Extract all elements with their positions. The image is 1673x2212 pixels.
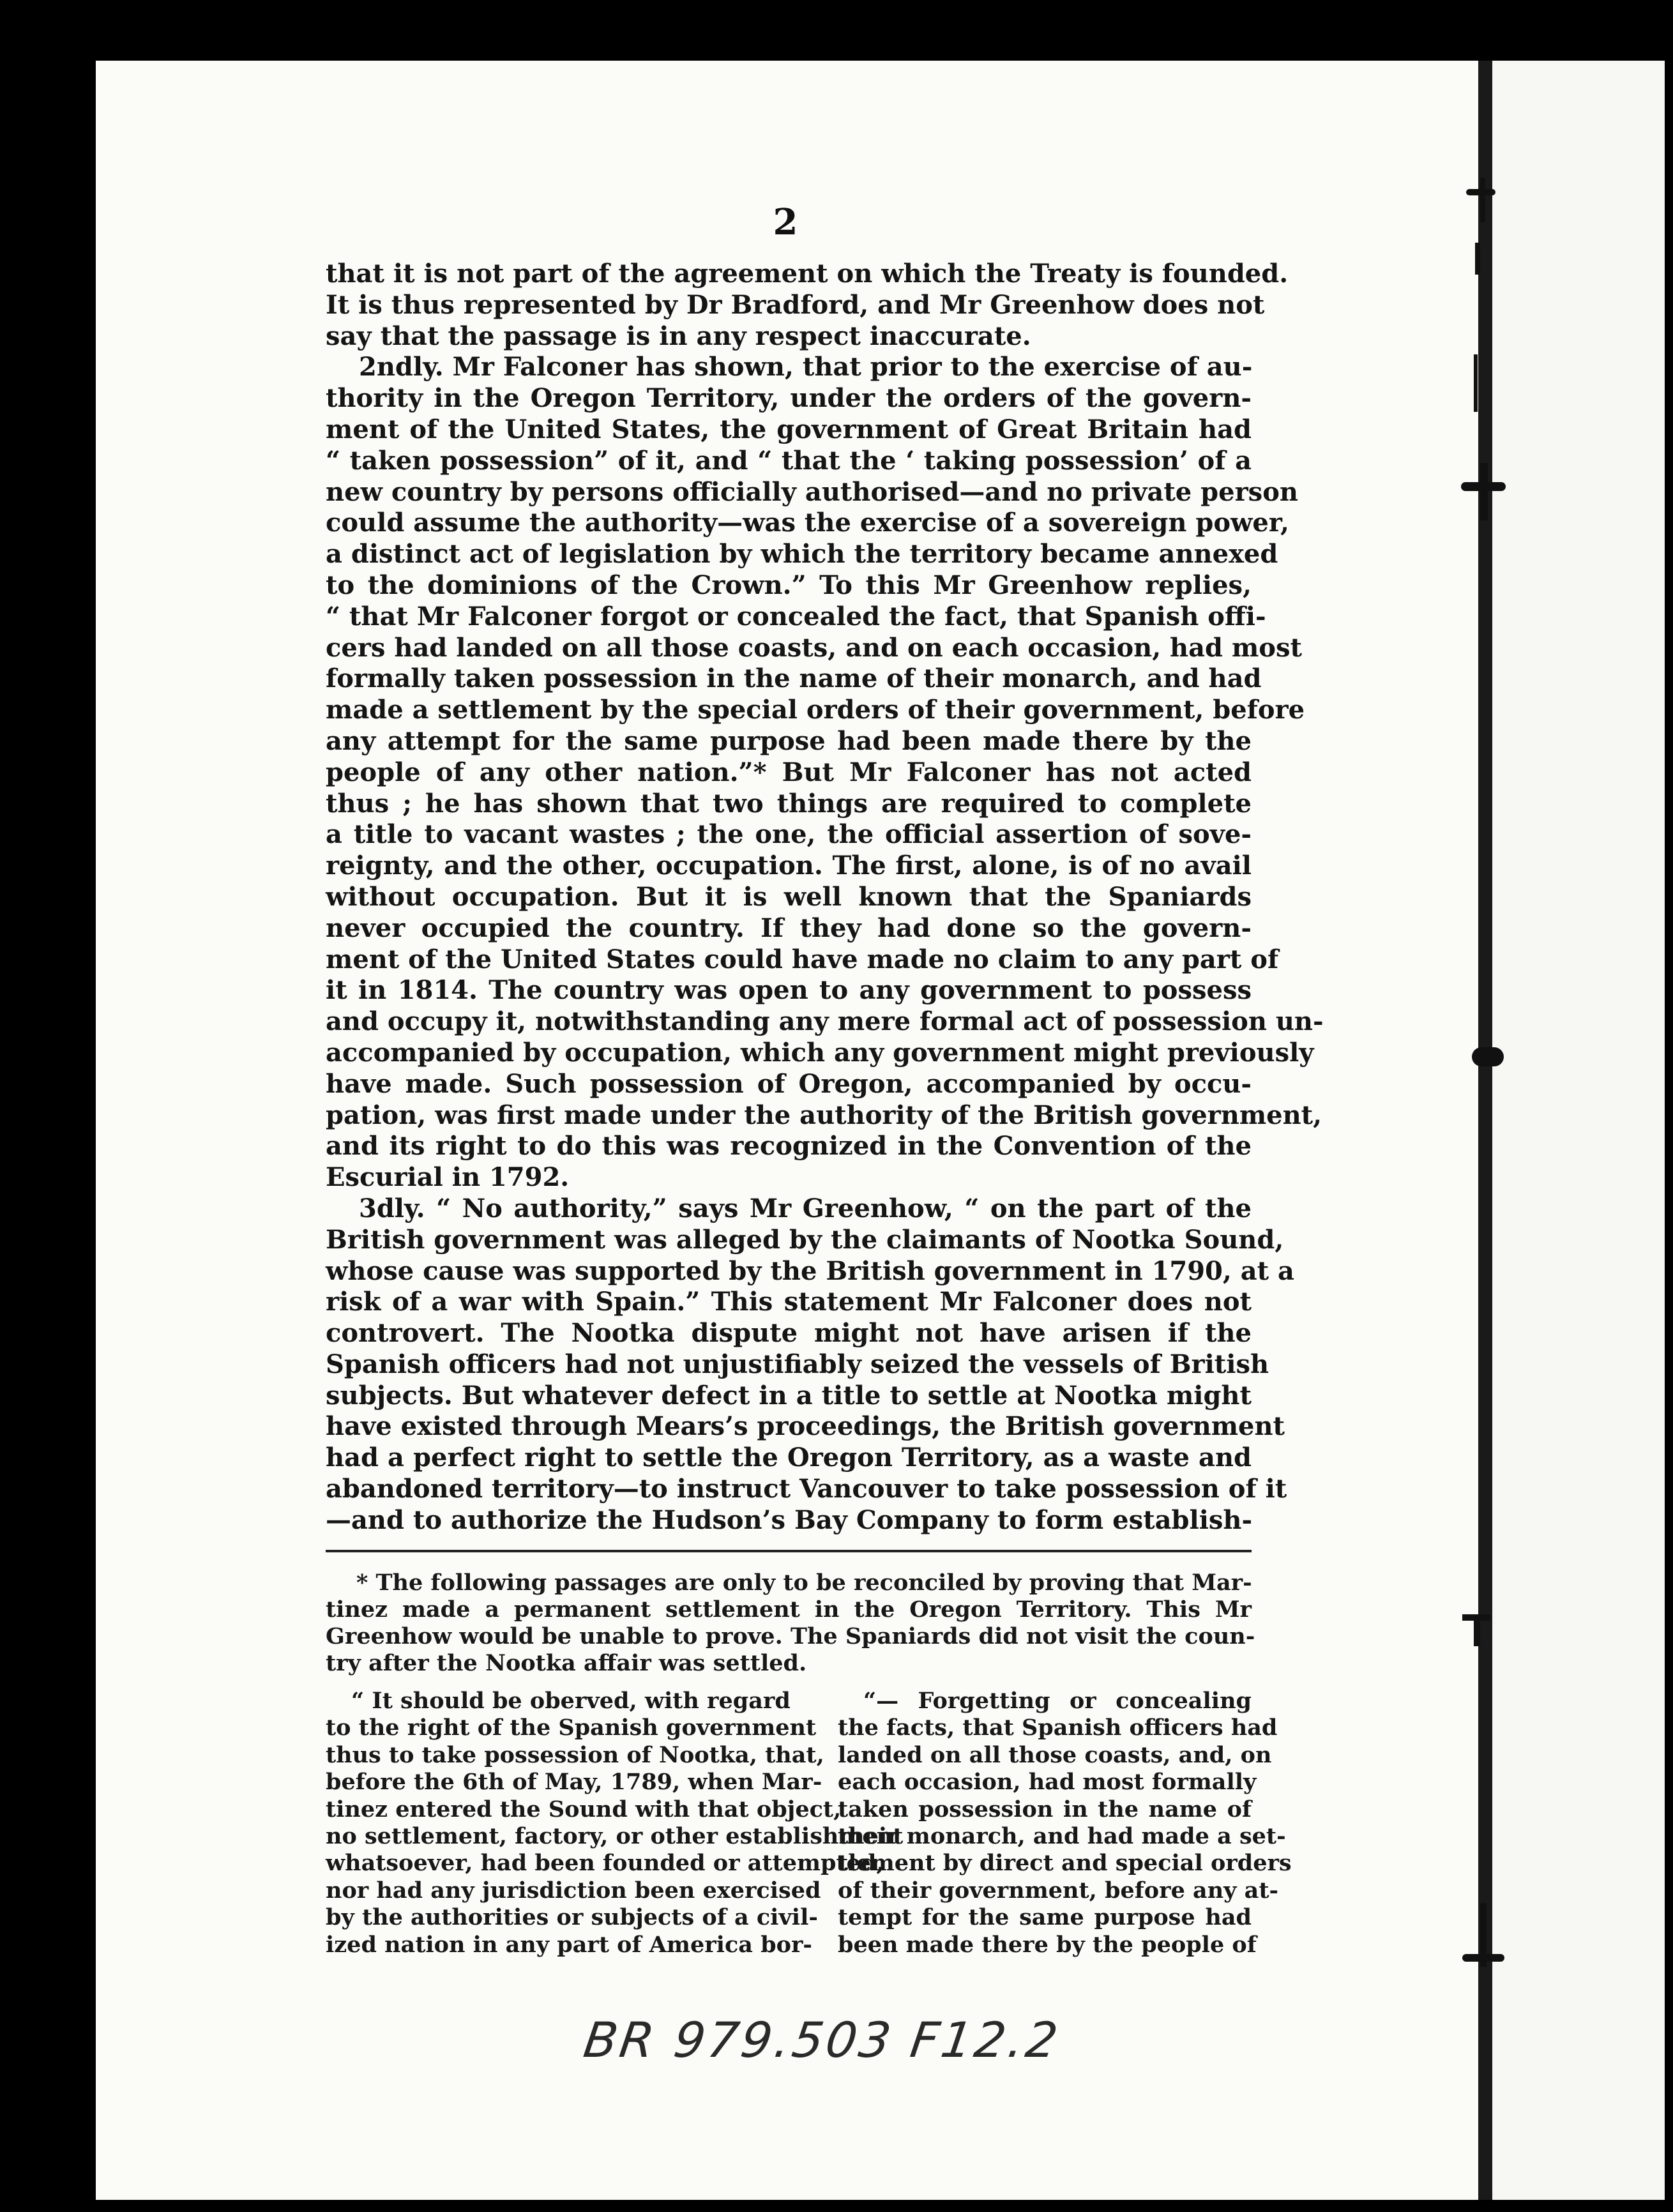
binding-mark [1474,354,1478,412]
footnote-line: tinez made a permanent settlement in the Oregon Territory. This Mr [326,1596,1252,1623]
text-line: risk of a war with Spain.” This statement Mr Falconer does not [326,1287,1252,1317]
text-line: cers had landed on all those coasts, and on each occasion, had most [326,632,1302,663]
text-line: never occupied the country. If they had done so the govern- [326,913,1252,943]
text-line: Spanish officers had not unjustifiably seized the vessels of British [326,1349,1269,1379]
footnote-line: of their government, before any at- [838,1877,1279,1904]
text-line: people of any other nation.”* But Mr Falconer has not acted [326,757,1252,787]
footnote-line: the facts, that Spanish officers had [838,1715,1278,1741]
paragraph [326,259,1289,352]
binding-mark [1461,482,1506,491]
footnote-line: been made there by the people of [838,1931,1257,1958]
binding-mark [1466,189,1495,195]
text-line: reignty, and the other, occupation. The first, alone, is of no avail [326,851,1252,881]
binding-mark [1474,1614,1480,1646]
paragraph [326,352,1324,1193]
text-line: pation, was first made under the authority of the British government, [326,1100,1322,1130]
text-line: have existed through Mears’s proceedings, the British government [326,1411,1285,1442]
text-line: made a settlement by the special orders of their government, before [326,695,1305,725]
adjacent-page-edge [1492,61,1665,2200]
binding-mark [1462,1954,1504,1962]
text-line: whose cause was supported by the British government in 1790, at a [326,1255,1294,1286]
text-line: formally taken possession in the name of their monarch, and had [326,663,1262,694]
text-line: and its right to do this was recognized in the Convention of the [326,1131,1252,1162]
text-line: a title to vacant wastes ; the one, the official assertion of sove- [326,819,1252,850]
text-line: ment of the United States could have made no claim to any part of [326,944,1279,974]
text-line: it in 1814. The country was open to any government to possess [326,975,1252,1006]
page-gutter [1478,61,1492,2200]
binding-mark [1472,1047,1504,1066]
footnote-line: Greenhow would be unable to prove. The Spaniards did not visit the coun- [326,1623,1255,1649]
page-number: 2 [773,201,798,243]
footnote-line: to the right of the Spanish government [326,1715,817,1741]
text-line: that it is not part of the agreement on which the Treaty is founded. [326,259,1289,289]
footnote-line: ized nation in any part of America bor- [326,1931,812,1958]
footnote-line: no settlement, factory, or other establishment [326,1823,904,1850]
text-line: and occupy it, notwithstanding any mere formal act of possession un- [326,1006,1324,1037]
text-line: accompanied by occupation, which any government might previously [326,1037,1314,1068]
footnote-line: landed on all those coasts, and, on [838,1741,1272,1768]
text-line: British government was alleged by the claimants of Nootka Sound, [326,1224,1284,1255]
text-line: Escurial in 1792. [326,1162,570,1193]
text-line: ment of the United States, the government of Great Britain had [326,414,1252,444]
footnote-line: “— Forgetting or concealing [863,1688,1252,1714]
text-line: “ that Mr Falconer forgot or concealed the fact, that Spanish offi- [326,601,1266,632]
binding-mark [1480,463,1488,520]
text-line: —and to authorize the Hudson’s Bay Company to form establish- [326,1504,1253,1535]
text-line: a distinct act of legislation by which the territory became annexed [326,539,1278,570]
footnote-line: each occasion, had most formally [838,1769,1257,1796]
footnote-line: by the authorities or subjects of a civil- [326,1904,818,1931]
text-line: abandoned territory—to instruct Vancouver to take possession of it [326,1474,1287,1504]
footnote-line: before the 6th of May, 1789, when Mar- [326,1769,822,1796]
text-line: have made. Such possession of Oregon, accompanied by occu- [326,1068,1252,1099]
text-line: had a perfect right to settle the Oregon Territory, as a waste and [326,1443,1252,1473]
footnote-rule [326,1550,1252,1552]
footnote-line: try after the Nootka affair was settled. [326,1650,807,1676]
footnote-intro [326,1570,1255,1677]
handwritten-call-number: BR 979.503 F12.2 [580,2011,1064,2068]
footnote-line: “ It should be oberved, with regard [351,1688,791,1714]
footnote-line: taken possession in the name of [838,1796,1252,1822]
text-line: “ taken possession” of it, and “ that the ‘ taking possession’ of a [326,445,1252,476]
footnote-line: their monarch, and had made a set- [838,1823,1286,1850]
footnote-left-column [326,1688,904,1958]
text-line: could assume the authority—was the exercise of a sovereign power, [326,508,1289,538]
binding-mark [1475,243,1480,275]
text-line: 3dly. “ No authority,” says Mr Greenhow, “ on the part of the [359,1193,1252,1223]
text-line: new country by persons officially authorised—and no private person [326,476,1298,507]
text-line: controvert. The Nootka dispute might not have arisen if the [326,1318,1252,1349]
text-line: without occupation. But it is well known that the Spaniards [326,881,1252,912]
body-text [326,259,1324,1536]
text-line: to the dominions of the Crown.” To this Mr Greenhow replies, [326,570,1252,600]
binding-mark [1480,178,1485,222]
footnote-line: tinez entered the Sound with that object, [326,1796,842,1822]
footnote-line: thus to take possession of Nootka, that, [326,1741,824,1768]
text-line: subjects. But whatever defect in a title to settle at Nootka might [326,1380,1252,1411]
footnote-right-column [838,1688,1292,1958]
footnote-line: nor had any jurisdiction been exercised [326,1877,821,1904]
footnote-line: tlement by direct and special orders [838,1850,1292,1877]
text-line: 2ndly. Mr Falconer has shown, that prior to the exercise of au- [359,352,1253,383]
text-line: say that the passage is in any respect inaccurate. [326,321,1031,351]
footnote-line: tempt for the same purpose had [838,1904,1252,1931]
footnote-line: * The following passages are only to be reconciled by proving that Mar- [356,1570,1252,1596]
text-line: It is thus represented by Dr Bradford, and Mr Greenhow does not [326,289,1265,320]
text-line: any attempt for the same purpose had been made there by the [326,725,1252,756]
text-line: thority in the Oregon Territory, under the orders of the govern- [326,383,1252,414]
paragraph [326,1193,1294,1536]
text-line: thus ; he has shown that two things are required to complete [326,788,1252,819]
footnote-line: whatsoever, had been founded or attempted, [326,1850,884,1877]
